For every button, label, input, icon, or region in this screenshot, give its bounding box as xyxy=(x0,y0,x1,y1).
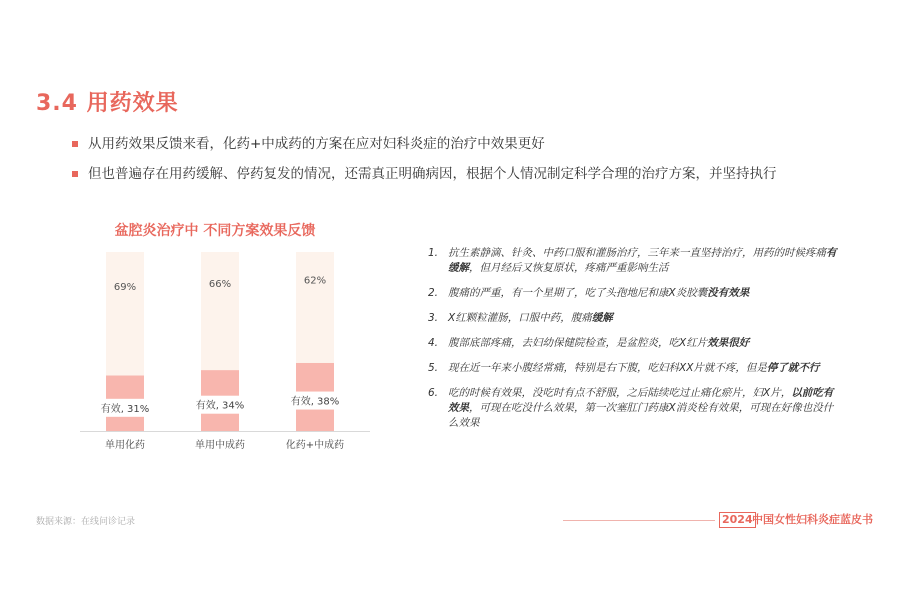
note-text: 现在近一年来小腹经常痛，特别是右下腹，吃妇科XX片就不疼，但是 xyxy=(448,362,767,374)
data-label-effective: 有效, 34% xyxy=(195,400,245,412)
bar-segment-other xyxy=(296,252,334,363)
note-emphasis: 没有效果 xyxy=(707,287,750,299)
note-emphasis: 以前吃有效果 xyxy=(448,387,834,414)
footer-report-title: 中国女性妇科炎症蓝皮书 xyxy=(752,513,873,526)
note-text: 腹痛的严重，有一个星期了，吃了头孢地尼和康X炎胶囊 xyxy=(448,287,708,299)
bullet-text: 但也普遍存在用药缓解、停药复发的情况，还需真正明确病因，根据个人情况制定科学合理的治疗方案，并坚持执行 xyxy=(88,166,777,182)
chart-title: 盆腔炎治疗中 不同方案效果反馈 xyxy=(114,223,316,239)
data-label-other: 62% xyxy=(303,275,327,287)
data-source: 数据来源：在线问诊记录 xyxy=(36,517,136,527)
data-label-effective: 有效, 38% xyxy=(290,396,340,408)
bullet-square-icon xyxy=(72,171,78,177)
note-item xyxy=(428,361,840,376)
note-text: 抗生素静滴、针灸、中药口服和灌肠治疗，三年来一直坚持治疗，用药的时候疼痛 xyxy=(448,247,826,259)
note-emphasis: 效果很好 xyxy=(707,337,750,349)
note-text: ，但月经后又恢复原状，疼痛严重影响生活 xyxy=(469,262,669,274)
bullet-square-icon xyxy=(72,141,78,147)
note-item xyxy=(428,336,840,351)
bullet-item xyxy=(72,164,872,194)
note-number: 3. xyxy=(428,312,439,324)
stacked-bar-chart xyxy=(80,240,370,460)
note-number: 5. xyxy=(428,362,439,374)
data-label-effective: 有效, 31% xyxy=(100,403,150,415)
data-label-other: 69% xyxy=(113,281,137,293)
bar-segment-other xyxy=(201,252,239,370)
bar-segment-other xyxy=(106,252,144,376)
data-label-other: 66% xyxy=(208,279,232,291)
note-emphasis: 有缓解 xyxy=(448,247,837,274)
x-tick-label: 化药+中成药 xyxy=(285,440,345,451)
footer-divider xyxy=(563,520,715,521)
note-item xyxy=(428,311,840,326)
feedback-notes-list xyxy=(428,246,840,441)
x-tick-label: 单用中成药 xyxy=(195,440,245,451)
note-item xyxy=(428,286,840,301)
page-title: 3.4 用药效果 xyxy=(36,91,179,116)
x-tick-label: 单用化药 xyxy=(105,440,145,451)
note-text: X红颗粒灌肠，口服中药，腹痛 xyxy=(448,312,592,324)
bullet-item xyxy=(72,134,872,164)
note-emphasis: 停了就不行 xyxy=(766,362,820,374)
note-number: 4. xyxy=(428,337,439,349)
footer-year-badge: 2024 xyxy=(719,512,756,528)
note-text: 腹部底部疼痛，去妇幼保健院检查，是盆腔炎，吃X红片 xyxy=(448,337,708,349)
note-text: 吃的时候有效果，没吃时有点不舒服，之后陆续吃过止痛化瘀片，妇X片， xyxy=(448,387,792,399)
note-item xyxy=(428,246,840,276)
note-number: 2. xyxy=(428,287,439,299)
note-text: ，可现在吃没什么效果，第一次塞肛门药康X消炎栓有效果，可现在好像也没什么效果 xyxy=(448,402,834,429)
note-number: 1. xyxy=(428,247,439,259)
note-item xyxy=(428,386,840,431)
summary-bullets xyxy=(72,134,872,194)
note-number: 6. xyxy=(428,387,439,399)
note-emphasis: 缓解 xyxy=(591,312,613,324)
bullet-text: 从用药效果反馈来看，化药+中成药的方案在应对妇科炎症的治疗中效果更好 xyxy=(88,136,545,152)
